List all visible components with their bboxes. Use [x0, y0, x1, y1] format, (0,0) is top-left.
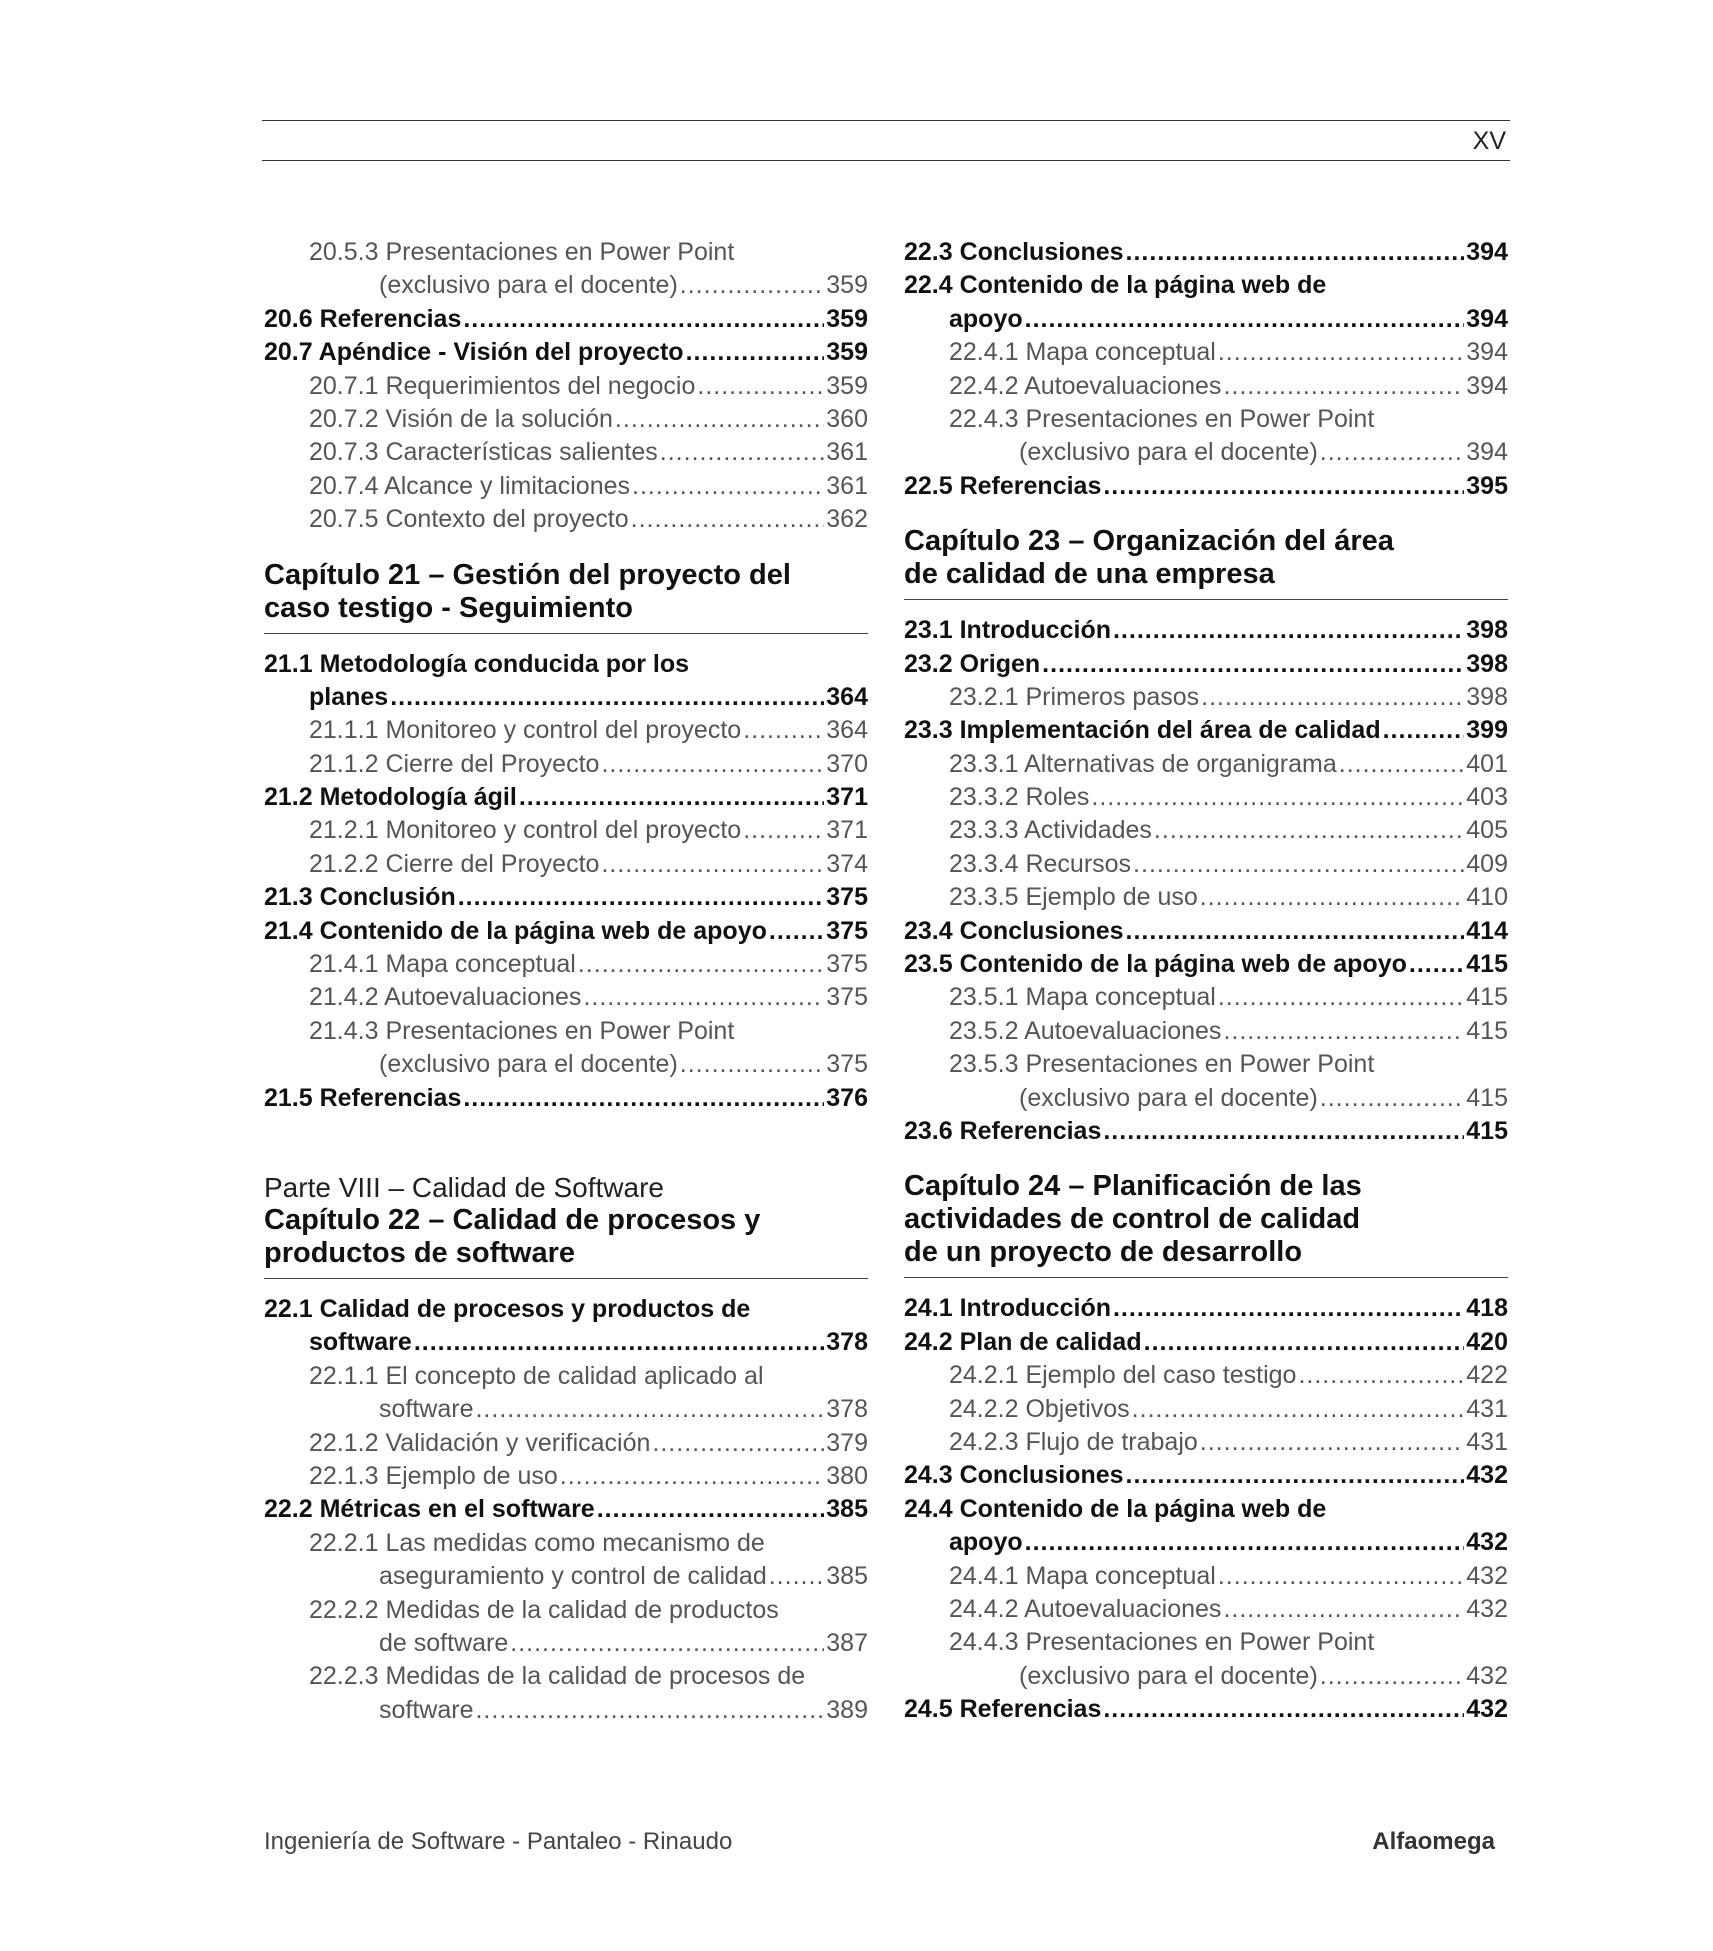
toc-entry-page: 431 [1466, 1427, 1508, 1456]
toc-entry-title: (exclusivo para el docente) [1019, 438, 1318, 467]
toc-entry-page: 410 [1466, 883, 1508, 912]
dot-leader [743, 714, 824, 747]
toc-entry-title: 22.1.2 Validación y verificación [309, 1428, 651, 1457]
chapter-title-line: Capítulo 23 – Organización del área [904, 525, 1394, 558]
toc-entry [904, 1359, 1508, 1392]
toc-entry-page: 378 [826, 1328, 868, 1357]
toc-entry-page: 415 [1466, 1083, 1508, 1112]
toc-entry [264, 336, 868, 369]
toc-entry [904, 915, 1508, 948]
toc-entry-heading: 22.2.2 Medidas de la calidad de productos [309, 1595, 779, 1624]
toc-entry-title: 23.5.2 Autoevaluaciones [949, 1016, 1222, 1045]
toc-entry-page: 362 [826, 505, 868, 534]
toc-entry-page: 394 [1466, 238, 1508, 266]
toc-entry-page: 376 [826, 1083, 868, 1112]
toc-entry-title: 24.2.1 Ejemplo del caso testigo [949, 1361, 1297, 1390]
toc-entry-heading: 22.4 Contenido de la página web de [904, 271, 1327, 300]
toc-entry-title: 23.3.1 Alternativas de organigrama [949, 749, 1337, 778]
toc-entry-title: (exclusivo para el docente) [379, 1050, 678, 1079]
toc-entry [264, 881, 868, 914]
toc-entry-title: 24.3 Conclusiones [904, 1461, 1124, 1490]
toc-entry-title: 20.7.4 Alcance y limitaciones [309, 471, 631, 500]
toc-entry-heading: 23.5.3 Presentaciones en Power Point [949, 1050, 1375, 1079]
toc-entry [904, 681, 1508, 714]
toc-entry-page: 398 [1466, 616, 1508, 645]
dot-leader [1025, 1526, 1465, 1559]
toc-entry [904, 470, 1508, 503]
dot-leader [1200, 1426, 1465, 1459]
toc-entry [264, 848, 868, 881]
toc-entry-title: 23.2 Origen [904, 649, 1041, 678]
toc-entry-title: 23.2.1 Primeros pasos [949, 682, 1200, 711]
dot-leader [1339, 748, 1465, 781]
toc-entry-title: 23.1 Introducción [904, 616, 1111, 645]
toc-entry-page: 415 [1466, 983, 1508, 1012]
dot-leader [1223, 1593, 1464, 1626]
dot-leader [463, 1082, 824, 1115]
dot-leader [631, 503, 825, 536]
toc-entry [904, 1693, 1508, 1726]
toc-entry [904, 848, 1508, 881]
dot-leader [475, 1694, 824, 1727]
dot-leader [1091, 781, 1464, 814]
dot-leader [1133, 848, 1464, 881]
chapter-title-line: productos de software [264, 1236, 575, 1269]
dot-leader [1103, 1693, 1464, 1726]
toc-entry-title: 22.2 Métricas en el software [264, 1495, 595, 1524]
dot-leader [652, 1427, 824, 1460]
toc-entry-page: 374 [826, 849, 868, 878]
dot-leader [463, 303, 824, 336]
toc-entry-title: 24.1 Introducción [904, 1294, 1111, 1323]
toc-entry-page: 420 [1466, 1327, 1508, 1356]
toc-entry-title: 21.5 Referencias [264, 1083, 462, 1112]
toc-entry-page: 375 [826, 950, 868, 979]
toc-entry-page: 364 [826, 682, 868, 711]
toc-entry-page: 359 [826, 304, 868, 333]
toc-entry-page: 418 [1466, 1294, 1508, 1323]
toc-entry [264, 1082, 868, 1115]
toc-entry [904, 1292, 1508, 1325]
toc-block [904, 1292, 1508, 1726]
toc-entry-title: 24.4.2 Autoevaluaciones [949, 1594, 1222, 1623]
toc-entry [264, 1048, 868, 1081]
toc-entry [904, 1015, 1508, 1048]
dot-leader [1320, 1082, 1465, 1115]
toc-left-column [264, 236, 868, 1727]
toc-entry-title: 21.1.1 Monitoreo y control del proyecto [309, 716, 742, 745]
toc-entry [904, 436, 1508, 469]
dot-leader [632, 470, 824, 503]
toc-entry [264, 1393, 868, 1426]
dot-leader [601, 748, 824, 781]
toc-entry-page: 389 [826, 1695, 868, 1724]
dot-leader [1320, 436, 1465, 469]
toc-entry-heading: 22.1 Calidad de procesos y productos de [264, 1294, 751, 1323]
toc-entry-title: aseguramiento y control de calidad [379, 1562, 767, 1591]
toc-entry [904, 1326, 1508, 1359]
dot-leader [1132, 1393, 1465, 1426]
toc-entry-page: 375 [826, 983, 868, 1012]
header-top-rule [262, 120, 1510, 121]
toc-entry [904, 781, 1508, 814]
toc-entry-page: 398 [1466, 682, 1508, 711]
dot-leader [458, 881, 825, 914]
toc-entry-page: 370 [826, 749, 868, 778]
dot-leader [686, 336, 825, 369]
toc-entry [904, 1393, 1508, 1426]
chapter-title-line: de calidad de una empresa [904, 558, 1275, 591]
chapter-title-line: caso testigo - Seguimiento [264, 591, 633, 624]
chapter-title-line: actividades de control de calidad [904, 1203, 1361, 1236]
dot-leader [1126, 915, 1465, 948]
toc-entry-title: 22.3 Conclusiones [904, 238, 1124, 266]
toc-entry-heading: 20.5.3 Presentaciones en Power Point [309, 238, 735, 266]
toc-entry [264, 503, 868, 536]
dot-leader [578, 948, 824, 981]
toc-entry-title: 21.2 Metodología ágil [264, 783, 517, 812]
toc-entry-title: 21.4.1 Mapa conceptual [309, 950, 576, 979]
toc-entry-title: 23.5 Contenido de la página web de apoyo [904, 950, 1407, 979]
toc-entry-title: software [309, 1328, 412, 1357]
toc-entry-title: 23.3.3 Actividades [949, 816, 1152, 845]
toc-entry-title: apoyo [949, 1528, 1023, 1557]
toc-right-column [904, 236, 1508, 1726]
toc-entry-title: 22.1.3 Ejemplo de uso [309, 1461, 558, 1490]
toc-entry-title: 21.4.2 Autoevaluaciones [309, 983, 582, 1012]
toc-entry [904, 948, 1508, 981]
toc-entry-title: 22.4.1 Mapa conceptual [949, 338, 1216, 367]
toc-entry-page: 360 [826, 404, 868, 433]
toc-entry-title: 23.3.4 Recursos [949, 849, 1132, 878]
toc-entry-title: software [379, 1395, 474, 1424]
toc-entry [904, 1115, 1508, 1148]
dot-leader [1298, 1359, 1464, 1392]
dot-leader [1154, 814, 1464, 847]
toc-entry [904, 1426, 1508, 1459]
toc-entry-page: 415 [1466, 1116, 1508, 1145]
dot-leader [475, 1393, 824, 1426]
dot-leader [615, 403, 824, 436]
toc-block [904, 236, 1508, 503]
toc-entry-page: 395 [1466, 471, 1508, 500]
toc-entry-page: 398 [1466, 649, 1508, 678]
toc-entry-title: 21.4 Contenido de la página web de apoyo [264, 916, 767, 945]
dot-leader [1113, 614, 1464, 647]
toc-entry-page: 359 [826, 271, 868, 300]
toc-entry-page: 394 [1466, 338, 1508, 367]
toc-entry-page: 394 [1466, 371, 1508, 400]
chapter-heading-21 [264, 559, 868, 634]
toc-entry [264, 269, 868, 302]
chapter-title-line: Capítulo 21 – Gestión del proyecto del [264, 558, 791, 591]
toc-entry-page: 385 [826, 1562, 868, 1591]
dot-leader [1103, 470, 1464, 503]
toc-entry-title: 20.7.1 Requerimientos del negocio [309, 371, 696, 400]
header-bottom-rule [262, 160, 1510, 161]
toc-entry-title: 24.2.3 Flujo de trabajo [949, 1427, 1198, 1456]
toc-entry [904, 1459, 1508, 1492]
toc-entry-page: 422 [1466, 1361, 1508, 1390]
dot-leader [583, 981, 824, 1014]
chapter-heading-23 [904, 525, 1508, 600]
toc-entry-page: 371 [826, 783, 868, 812]
toc-entry-title: apoyo [949, 304, 1023, 333]
toc-entry-page: 375 [826, 916, 868, 945]
toc-entry-heading: 22.2.3 Medidas de la calidad de procesos de [309, 1662, 806, 1691]
toc-entry-page: 394 [1466, 438, 1508, 467]
toc-entry [904, 881, 1508, 914]
toc-entry [904, 303, 1508, 336]
chapter-heading-24 [904, 1170, 1508, 1278]
dot-leader [743, 814, 824, 847]
toc-entry [264, 370, 868, 403]
dot-leader [1025, 303, 1465, 336]
toc-entry [264, 981, 868, 1014]
dot-leader [1320, 1660, 1465, 1693]
toc-entry-page: 364 [826, 716, 868, 745]
dot-leader [1409, 948, 1464, 981]
toc-entry-title: 24.2 Plan de calidad [904, 1327, 1142, 1356]
toc-entry-title: (exclusivo para el docente) [379, 271, 678, 300]
dot-leader [680, 269, 825, 302]
toc-entry-page: 361 [826, 471, 868, 500]
chapter-title-line: Capítulo 24 – Planificación de las [904, 1170, 1362, 1203]
dot-leader [697, 370, 824, 403]
toc-entry-page: 432 [1466, 1528, 1508, 1557]
toc-entry-page: 405 [1466, 816, 1508, 845]
toc-block [264, 648, 868, 1115]
toc-entry-page: 385 [826, 1495, 868, 1524]
toc-entry-title: (exclusivo para el docente) [1019, 1661, 1318, 1690]
dot-leader [519, 781, 824, 814]
toc-entry [264, 1460, 868, 1493]
toc-entry [904, 748, 1508, 781]
toc-entry [264, 1493, 868, 1526]
dot-leader [769, 1560, 825, 1593]
dot-leader [510, 1627, 824, 1660]
toc-entry [904, 1560, 1508, 1593]
toc-entry-page: 409 [1466, 849, 1508, 878]
toc-entry-heading: 22.1.1 El concepto de calidad aplicado al [309, 1361, 764, 1390]
toc-entry-page: 399 [1466, 716, 1508, 745]
toc-entry-heading: 24.4.3 Presentaciones en Power Point [949, 1628, 1375, 1657]
toc-entry [264, 1560, 868, 1593]
dot-leader [1126, 1459, 1465, 1492]
toc-entry [264, 948, 868, 981]
toc-entry [904, 1593, 1508, 1626]
toc-entry-page: 403 [1466, 783, 1508, 812]
toc-entry-page: 375 [826, 883, 868, 912]
footer-publisher: Alfaomega [1372, 1828, 1495, 1855]
toc-entry-page: 379 [826, 1428, 868, 1457]
dot-leader [1223, 370, 1464, 403]
chapter-title-line: de un proyecto de desarrollo [904, 1236, 1303, 1269]
toc-block [264, 236, 868, 537]
dot-leader [1223, 1015, 1464, 1048]
toc-entry [264, 714, 868, 747]
toc-entry-title: 20.7.5 Contexto del proyecto [309, 505, 629, 534]
toc-entry-title: 20.7 Apéndice - Visión del proyecto [264, 338, 684, 367]
toc-entry-page: 359 [826, 371, 868, 400]
toc-entry [904, 648, 1508, 681]
toc-entry-heading: 22.2.1 Las medidas como mecanismo de [309, 1528, 765, 1557]
toc-entry-title: 20.7.3 Características salientes [309, 438, 658, 467]
toc-entry [904, 981, 1508, 1014]
toc-entry [904, 1526, 1508, 1559]
toc-entry-title: 24.5 Referencias [904, 1695, 1102, 1724]
toc-entry-heading: 24.4 Contenido de la página web de [904, 1494, 1327, 1523]
dot-leader [769, 915, 824, 948]
toc-entry-page: 401 [1466, 749, 1508, 778]
toc-entry-page: 414 [1466, 916, 1508, 945]
toc-entry-page: 432 [1466, 1594, 1508, 1623]
toc-entry [904, 236, 1508, 269]
toc-entry-title: (exclusivo para el docente) [1019, 1083, 1318, 1112]
chapter-heading-22 [264, 1171, 868, 1279]
toc-entry-page: 371 [826, 816, 868, 845]
toc-entry-page: 361 [826, 438, 868, 467]
toc-entry-title: 22.4.2 Autoevaluaciones [949, 371, 1222, 400]
dot-leader [660, 436, 825, 469]
toc-entry-title: software [379, 1695, 474, 1724]
chapter-title-line: Capítulo 22 – Calidad de procesos y [264, 1203, 761, 1236]
toc-block [904, 614, 1508, 1148]
toc-entry-page: 359 [826, 338, 868, 367]
toc-entry-page: 432 [1466, 1561, 1508, 1590]
dot-leader [1200, 881, 1465, 914]
toc-entry-title: 21.3 Conclusión [264, 883, 456, 912]
toc-entry [264, 781, 868, 814]
toc-entry [264, 748, 868, 781]
toc-entry-page: 431 [1466, 1394, 1508, 1423]
toc-entry [904, 814, 1508, 847]
toc-entry-title: 23.5.1 Mapa conceptual [949, 983, 1216, 1012]
toc-entry [264, 1326, 868, 1359]
dot-leader [680, 1048, 825, 1081]
footer-book-title: Ingeniería de Software - Pantaleo - Rinaudo [264, 1828, 733, 1855]
toc-entry-page: 415 [1466, 950, 1508, 979]
toc-entry [904, 714, 1508, 747]
toc-entry-heading: 21.1 Metodología conducida por los [264, 649, 690, 678]
toc-entry-page: 432 [1466, 1695, 1508, 1724]
toc-entry [264, 1427, 868, 1460]
dot-leader [1218, 1560, 1464, 1593]
toc-entry-title: 21.2.1 Monitoreo y control del proyecto [309, 816, 742, 845]
part-title: Parte VIII – Calidad de Software [264, 1171, 664, 1203]
dot-leader [597, 1493, 825, 1526]
toc-entry-title: 23.3.5 Ejemplo de uso [949, 883, 1198, 912]
dot-leader [390, 681, 824, 714]
toc-entry-page: 415 [1466, 1016, 1508, 1045]
toc-entry-page: 432 [1466, 1461, 1508, 1490]
toc-entry-page: 375 [826, 1050, 868, 1079]
dot-leader [1126, 236, 1465, 269]
toc-entry-page: 380 [826, 1461, 868, 1490]
toc-entry-title: 21.2.2 Cierre del Proyecto [309, 849, 600, 878]
toc-entry-title: 20.6 Referencias [264, 304, 462, 333]
toc-entry-heading: 22.4.3 Presentaciones en Power Point [949, 404, 1375, 433]
toc-entry-title: 23.4 Conclusiones [904, 916, 1124, 945]
dot-leader [1218, 981, 1464, 1014]
toc-entry-title: 20.7.2 Visión de la solución [309, 404, 613, 433]
toc-entry-title: 23.3.2 Roles [949, 783, 1090, 812]
toc-entry [904, 1660, 1508, 1693]
toc-entry-page: 432 [1466, 1661, 1508, 1690]
toc-entry [264, 303, 868, 336]
spacer [264, 1115, 868, 1149]
page-number: XV [1472, 127, 1506, 155]
toc-entry [904, 370, 1508, 403]
dot-leader [1103, 1115, 1464, 1148]
dot-leader [1218, 336, 1464, 369]
toc-entry-title: 22.5 Referencias [904, 471, 1102, 500]
toc-entry-title: 24.2.2 Objetivos [949, 1394, 1130, 1423]
dot-leader [601, 848, 824, 881]
toc-entry [264, 436, 868, 469]
toc-entry-title: 23.3 Implementación del área de calidad [904, 716, 1381, 745]
toc-entry [264, 814, 868, 847]
dot-leader [1201, 681, 1464, 714]
toc-entry [264, 1694, 868, 1727]
dot-leader [414, 1326, 824, 1359]
dot-leader [1113, 1292, 1464, 1325]
toc-entry [264, 403, 868, 436]
dot-leader [1144, 1326, 1465, 1359]
toc-entry-title: planes [309, 682, 389, 711]
dot-leader [560, 1460, 825, 1493]
toc-entry-page: 387 [826, 1628, 868, 1657]
dot-leader [1042, 648, 1464, 681]
toc-entry [264, 915, 868, 948]
toc-entry [904, 1082, 1508, 1115]
toc-entry-title: 24.4.1 Mapa conceptual [949, 1561, 1216, 1590]
toc-entry-title: 21.1.2 Cierre del Proyecto [309, 749, 600, 778]
toc-entry-page: 378 [826, 1395, 868, 1424]
toc-entry-title: de software [379, 1628, 509, 1657]
toc-entry [264, 681, 868, 714]
toc-entry [904, 614, 1508, 647]
toc-entry-heading: 21.4.3 Presentaciones en Power Point [309, 1016, 735, 1045]
toc-entry [904, 336, 1508, 369]
toc-block [264, 1293, 868, 1727]
toc-entry [264, 470, 868, 503]
toc-entry-page: 394 [1466, 304, 1508, 333]
dot-leader [1383, 714, 1465, 747]
toc-entry [264, 1627, 868, 1660]
toc-entry-title: 23.6 Referencias [904, 1116, 1102, 1145]
